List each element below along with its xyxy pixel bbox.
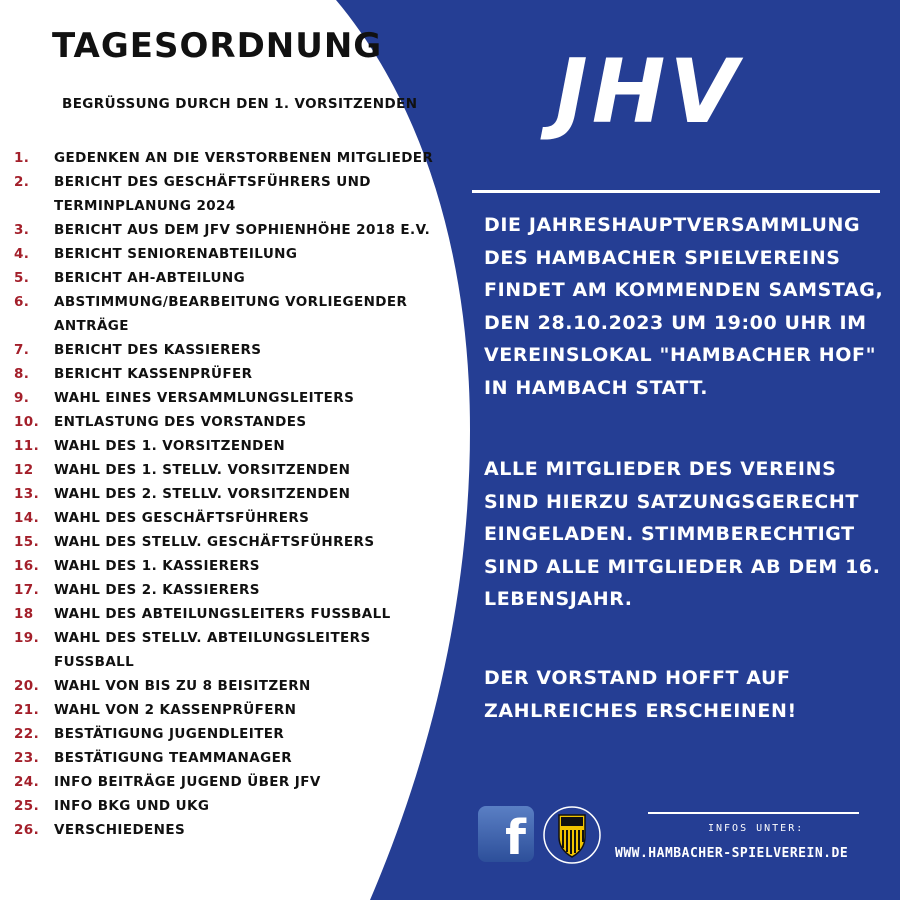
agenda-item-text: WAHL DES 2. KASSIERERS — [54, 582, 260, 598]
agenda-item — [14, 602, 454, 626]
agenda-item-text: GEDENKEN AN DIE VERSTORBENEN MITGLIEDER — [54, 150, 434, 166]
agenda-item — [14, 410, 454, 434]
agenda-list — [14, 146, 454, 842]
agenda-item — [14, 626, 454, 674]
agenda-item-text: BERICHT KASSENPRÜFER — [54, 366, 253, 382]
agenda-item — [14, 386, 454, 410]
agenda-item-number: 21. — [14, 702, 40, 718]
agenda-item — [14, 722, 454, 746]
agenda-item-number: 5. — [14, 270, 30, 286]
agenda-item-number: 19. — [14, 630, 40, 646]
agenda-item — [14, 578, 454, 602]
members-paragraph: ALLE MITGLIEDER DES VEREINS SIND HIERZU SATZUNGSGERECHT EINGELADEN. STIMMBERECHTIGT SIND ALLE MITGLIEDER AB DEM 16. LEBENSJAHR. — [484, 458, 881, 610]
agenda-item — [14, 818, 454, 842]
agenda-item-text: BESTÄTIGUNG TEAMMANAGER — [54, 750, 292, 766]
agenda-item — [14, 506, 454, 530]
agenda-item-text: WAHL DES 2. STELLV. VORSITZENDEN — [54, 486, 351, 502]
agenda-item — [14, 290, 454, 338]
agenda-item — [14, 794, 454, 818]
agenda-item-number: 7. — [14, 342, 30, 358]
agenda-item-text: WAHL DES 1. STELLV. VORSITZENDEN — [54, 462, 351, 478]
infos-label: INFOS UNTER: — [708, 823, 805, 834]
agenda-item — [14, 146, 454, 170]
agenda-item-text: BERICHT SENIORENABTEILUNG — [54, 246, 298, 262]
agenda-item — [14, 698, 454, 722]
website-link[interactable]: WWW.HAMBACHER-SPIELVEREIN.DE — [615, 846, 849, 861]
agenda-item — [14, 170, 454, 218]
agenda-item-text: ENTLASTUNG DES VORSTANDES — [54, 414, 307, 430]
agenda-item-text: INFO BEITRÄGE JUGEND ÜBER JFV — [54, 774, 321, 790]
agenda-item-text: WAHL VON BIS ZU 8 BEISITZERN — [54, 678, 311, 694]
agenda-item-number: 15. — [14, 534, 40, 550]
agenda-item — [14, 746, 454, 770]
agenda-item — [14, 434, 454, 458]
agenda-item-text: WAHL VON 2 KASSENPRÜFERN — [54, 702, 297, 718]
club-crest-icon — [543, 806, 601, 864]
agenda-item-text: WAHL DES GESCHÄFTSFÜHRERS — [54, 510, 310, 526]
agenda-item-number: 24. — [14, 774, 40, 790]
agenda-item-number: 25. — [14, 798, 40, 814]
greeting-line: BEGRÜSSUNG DURCH DEN 1. VORSITZENDEN — [62, 96, 418, 112]
jhv-title: JHV — [555, 40, 742, 143]
agenda-item-text: WAHL DES ABTEILUNGSLEITERS FUSSBALL — [54, 606, 391, 622]
agenda-item-text: WAHL EINES VERSAMMLUNGSLEITERS — [54, 390, 355, 406]
agenda-item-number: 10. — [14, 414, 40, 430]
agenda-item-number: 23. — [14, 750, 40, 766]
agenda-item-number: 18 — [14, 606, 34, 622]
agenda-item-number: 4. — [14, 246, 30, 262]
agenda-item — [14, 218, 454, 242]
agenda-title: TAGESORDNUNG — [52, 26, 383, 66]
agenda-item-number: 3. — [14, 222, 30, 238]
agenda-item-number: 9. — [14, 390, 30, 406]
facebook-icon[interactable]: f — [478, 806, 534, 862]
agenda-item-text: BESTÄTIGUNG JUGENDLEITER — [54, 726, 285, 742]
agenda-item-text: WAHL DES STELLV. ABTEILUNGSLEITERS FUSSBALL — [54, 630, 371, 670]
agenda-item-number: 17. — [14, 582, 40, 598]
agenda-item — [14, 266, 454, 290]
agenda-item-number: 11. — [14, 438, 40, 454]
agenda-item-number: 12 — [14, 462, 34, 478]
agenda-item — [14, 530, 454, 554]
agenda-item-number: 20. — [14, 678, 40, 694]
agenda-item-text: BERICHT AUS DEM JFV SOPHIENHÖHE 2018 E.V. — [54, 222, 431, 238]
agenda-item — [14, 482, 454, 506]
agenda-item-text: BERICHT DES KASSIERERS — [54, 342, 262, 358]
agenda-item-text: WAHL DES 1. KASSIERERS — [54, 558, 260, 574]
agenda-item — [14, 770, 454, 794]
agenda-item-text: BERICHT AH-ABTEILUNG — [54, 270, 246, 286]
agenda-item — [14, 362, 454, 386]
agenda-item-text: WAHL DES STELLV. GESCHÄFTSFÜHRERS — [54, 534, 375, 550]
agenda-item — [14, 674, 454, 698]
agenda-item — [14, 554, 454, 578]
agenda-item-number: 16. — [14, 558, 40, 574]
divider-bottom — [648, 812, 859, 814]
agenda-item-number: 26. — [14, 822, 40, 838]
agenda-item — [14, 338, 454, 362]
agenda-item-text: ABSTIMMUNG/BEARBEITUNG VORLIEGENDER ANTRÄGE — [54, 294, 408, 334]
agenda-item-text: VERSCHIEDENES — [54, 822, 186, 838]
agenda-item-number: 2. — [14, 174, 30, 190]
agenda-item-number: 8. — [14, 366, 30, 382]
agenda-item-number: 13. — [14, 486, 40, 502]
announcement-paragraph: DIE JAHRESHAUPTVERSAMMLUNG DES HAMBACHER SPIELVEREINS FINDET AM KOMMENDEN SAMSTAG, DEN 28.10.2023 UM 19:00 UHR IM VEREINSLOKAL "HAMBACHER HOF" IN HAMBACH STATT. — [484, 214, 884, 399]
agenda-item-number: 22. — [14, 726, 40, 742]
agenda-item-text: WAHL DES 1. VORSITZENDEN — [54, 438, 286, 454]
agenda-item-number: 1. — [14, 150, 30, 166]
agenda-item-text: INFO BKG UND UKG — [54, 798, 210, 814]
agenda-item — [14, 458, 454, 482]
divider-top — [472, 190, 880, 193]
agenda-item-number: 6. — [14, 294, 30, 310]
agenda-item-text: BERICHT DES GESCHÄFTSFÜHRERS UND TERMINPLANUNG 2024 — [54, 174, 371, 214]
agenda-item — [14, 242, 454, 266]
agenda-item-number: 14. — [14, 510, 40, 526]
closing-paragraph: DER VORSTAND HOFFT AUF ZAHLREICHES ERSCHEINEN! — [484, 667, 797, 722]
